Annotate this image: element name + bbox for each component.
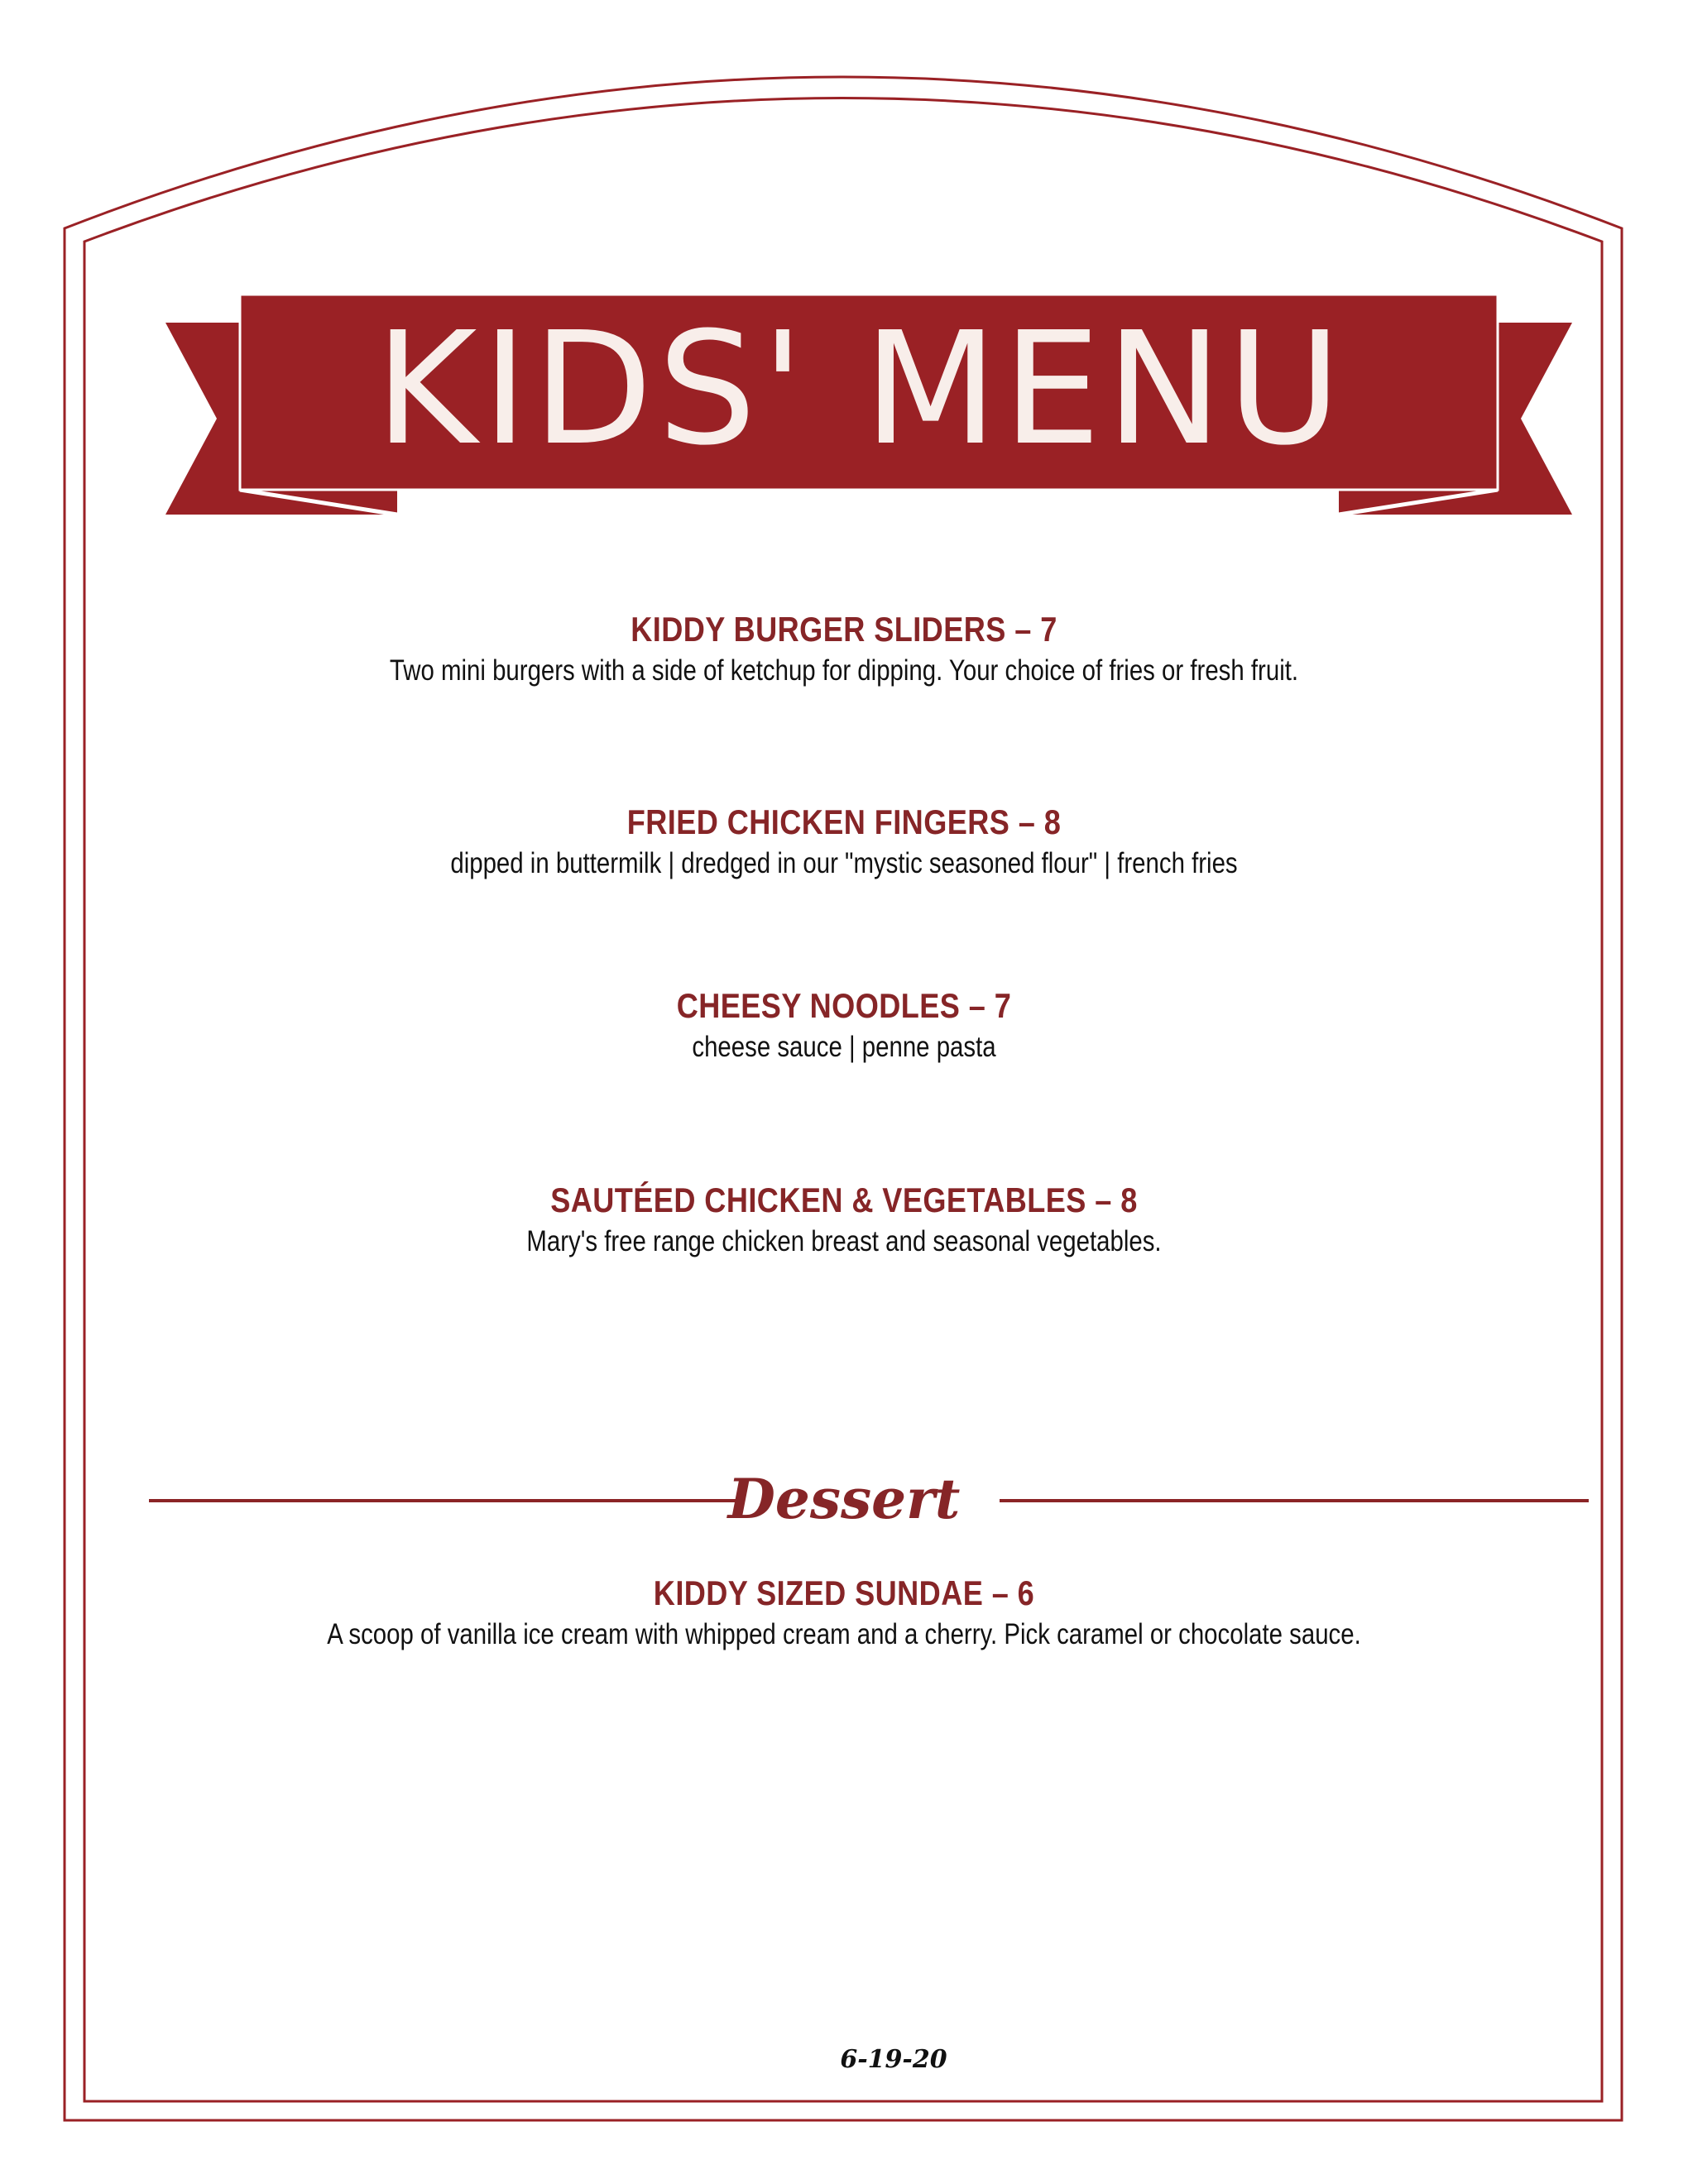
page-title: KIDS' MENU — [375, 299, 1346, 480]
menu-item-cheesy-noodles — [0, 984, 1688, 1066]
menu-item-sundae — [0, 1572, 1688, 1653]
item-description: dipped in buttermilk | dredged in our "mystic seasoned flour" | french fries — [450, 847, 1238, 879]
menu-item-burger-sliders — [0, 608, 1688, 689]
item-name: KIDDY SIZED SUNDAE – 6 — [653, 1573, 1035, 1612]
item-description: Mary's free range chicken breast and seasonal vegetables. — [526, 1225, 1162, 1257]
dessert-title: Dessert — [727, 1467, 961, 1531]
item-name: KIDDY BURGER SLIDERS – 7 — [631, 610, 1057, 649]
dessert-section-header — [0, 1458, 1688, 1540]
item-name: CHEESY NOODLES – 7 — [676, 986, 1012, 1025]
menu-item-sauteed-chicken — [0, 1179, 1688, 1260]
item-description: A scoop of vanilla ice cream with whipped cream and a cherry. Pick caramel or chocolate sauce. — [327, 1618, 1361, 1650]
divider-line-right — [1000, 1499, 1589, 1502]
item-description: Two mini burgers with a side of ketchup for dipping. Your choice of fries or fresh fruit. — [389, 654, 1299, 687]
menu-item-chicken-fingers — [0, 801, 1688, 882]
menu-date: 6-19-20 — [840, 2045, 947, 2074]
item-name: SAUTÉED CHICKEN & VEGETABLES – 8 — [550, 1181, 1138, 1219]
item-name: FRIED CHICKEN FINGERS – 8 — [626, 802, 1062, 841]
item-description: cheese sauce | penne pasta — [692, 1031, 996, 1063]
